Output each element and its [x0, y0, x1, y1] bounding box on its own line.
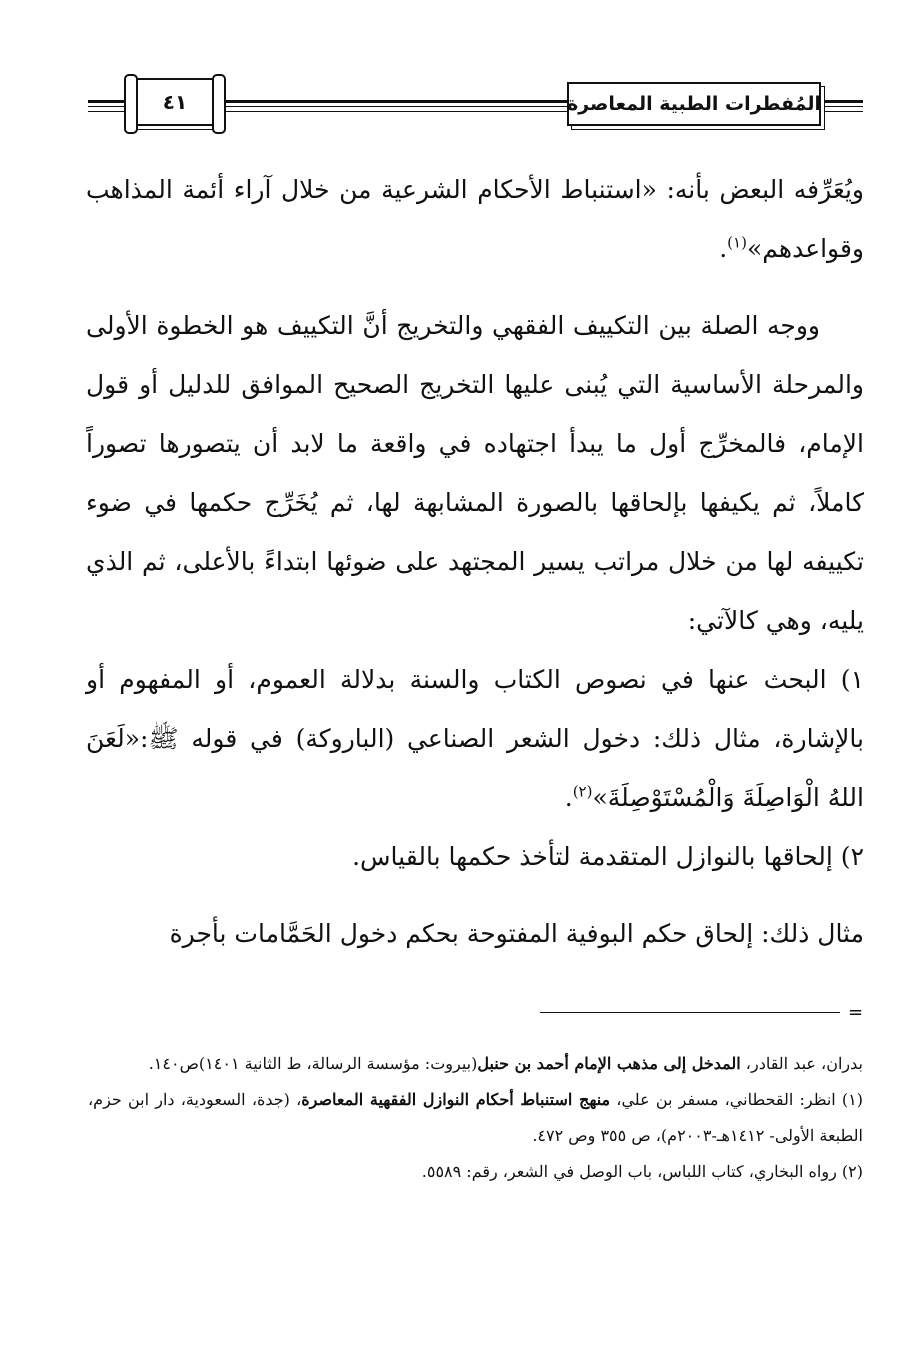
footnote-text: ، (جدة، السعودية، دار [155, 1090, 302, 1109]
footnote-book-title: المدخل إلى مذهب الإمام أحمد بن حنبل [477, 1054, 741, 1073]
text-line: ويُعَرِّفه البعض بأنه: «استنباط الأحكام الشرعية من خلال آراء أئمة المذاهب [86, 175, 864, 204]
text-line: بالإشارة، مثال ذلك: دخول الشعر الصناعي (الباروكة) في قوله [191, 724, 864, 753]
book-title: المُفطرات الطبية المعاصرة [566, 93, 822, 115]
page-number-scroll [130, 78, 220, 126]
text-line: كالآتي: [687, 606, 758, 635]
text-line: الإمام، فالمخرِّج أول ما يبدأ اجتهاده في واقعة ما لابد أن يتصورها تصوراً كاملاً، [86, 429, 864, 517]
text-line: وقواعدهم» [746, 234, 864, 263]
footnote-ref[interactable]: (١) [727, 233, 747, 252]
footnote-continuation-mark: = [848, 1002, 864, 1023]
footnote-separator [540, 1012, 840, 1013]
running-title-box [567, 82, 821, 126]
text-line: مثال ذلك: إلحاق حكم البوفية المفتوحة بحكم دخول الحَمَّامات بأجرة [169, 919, 864, 948]
text-line: خلال مراتب يسير المجتهد على ضوئها ابتداءً بالأعلى، ثم الذي يليه، وهي [86, 547, 864, 635]
text-line: . [719, 234, 728, 263]
paragraph-example [86, 904, 864, 963]
scroll-curl-left [124, 74, 138, 134]
footnote-1 [88, 1082, 863, 1154]
text-line: ثم يكيفها بإلحاقها بالصورة المشابهة لها، ثم يُخَرِّج حكمها في ضوء تكييفه لها من [86, 488, 865, 576]
footnote-text: (١) انظر: القحطاني، مسفر بن علي، [610, 1090, 864, 1109]
text-line: ووجه الصلة بين التكييف الفقهي والتخريج أنَّ التكييف هو الخطوة الأولى [86, 311, 820, 340]
footnote-book-title: منهج استنباط أحكام النوازل الفقهية المعاصرة [301, 1090, 611, 1109]
list-item-1 [86, 650, 864, 827]
main-text [86, 160, 864, 963]
paragraph-definition [86, 160, 864, 278]
footnote-text: بدران، عبد القادر، [740, 1054, 863, 1073]
footnote-text: ١٤٠١)ص١٤٠. [148, 1054, 240, 1073]
footnote-text: ابن حزم، الطبعة الأولى- ١٤١٢هـ-٢٠٠٣م)، ص ٣٥٥ وص ٤٧٢. [88, 1090, 863, 1145]
footnote-continued [88, 1046, 863, 1082]
footnote-2 [88, 1154, 863, 1190]
scroll-curl-right [212, 74, 226, 134]
hadith-quote: ﷺ:«لَعَنَ اللهُ الْوَاصِلَةَ وَالْمُسْتَوْصِلَةَ» [86, 724, 864, 812]
footnote-text: (بيروت: مؤسسة الرسالة، ط الثانية [244, 1054, 478, 1073]
footnote-ref[interactable]: (٢) [572, 782, 593, 801]
footnotes [88, 1046, 863, 1190]
paragraph-relation [86, 296, 864, 650]
page-header [88, 78, 863, 130]
list-item-2 [86, 827, 864, 886]
footnote-text: (٢) رواه البخاري، كتاب اللباس، باب الوصل في الشعر، رقم: ٥٥٨٩. [421, 1162, 863, 1181]
text-line: . [564, 783, 573, 812]
page-number: ٤١ [162, 90, 188, 114]
text-line: ١) البحث عنها في نصوص الكتاب والسنة بدلالة العموم، أو المفهوم أو [86, 665, 864, 694]
text-line: والمرحلة الأساسية التي يُبنى عليها التخريج الصحيح الموافق للدليل أو قول [86, 370, 864, 399]
text-line: ٢) إلحاقها بالنوازل المتقدمة لتأخذ حكمها بالقياس. [352, 842, 864, 871]
